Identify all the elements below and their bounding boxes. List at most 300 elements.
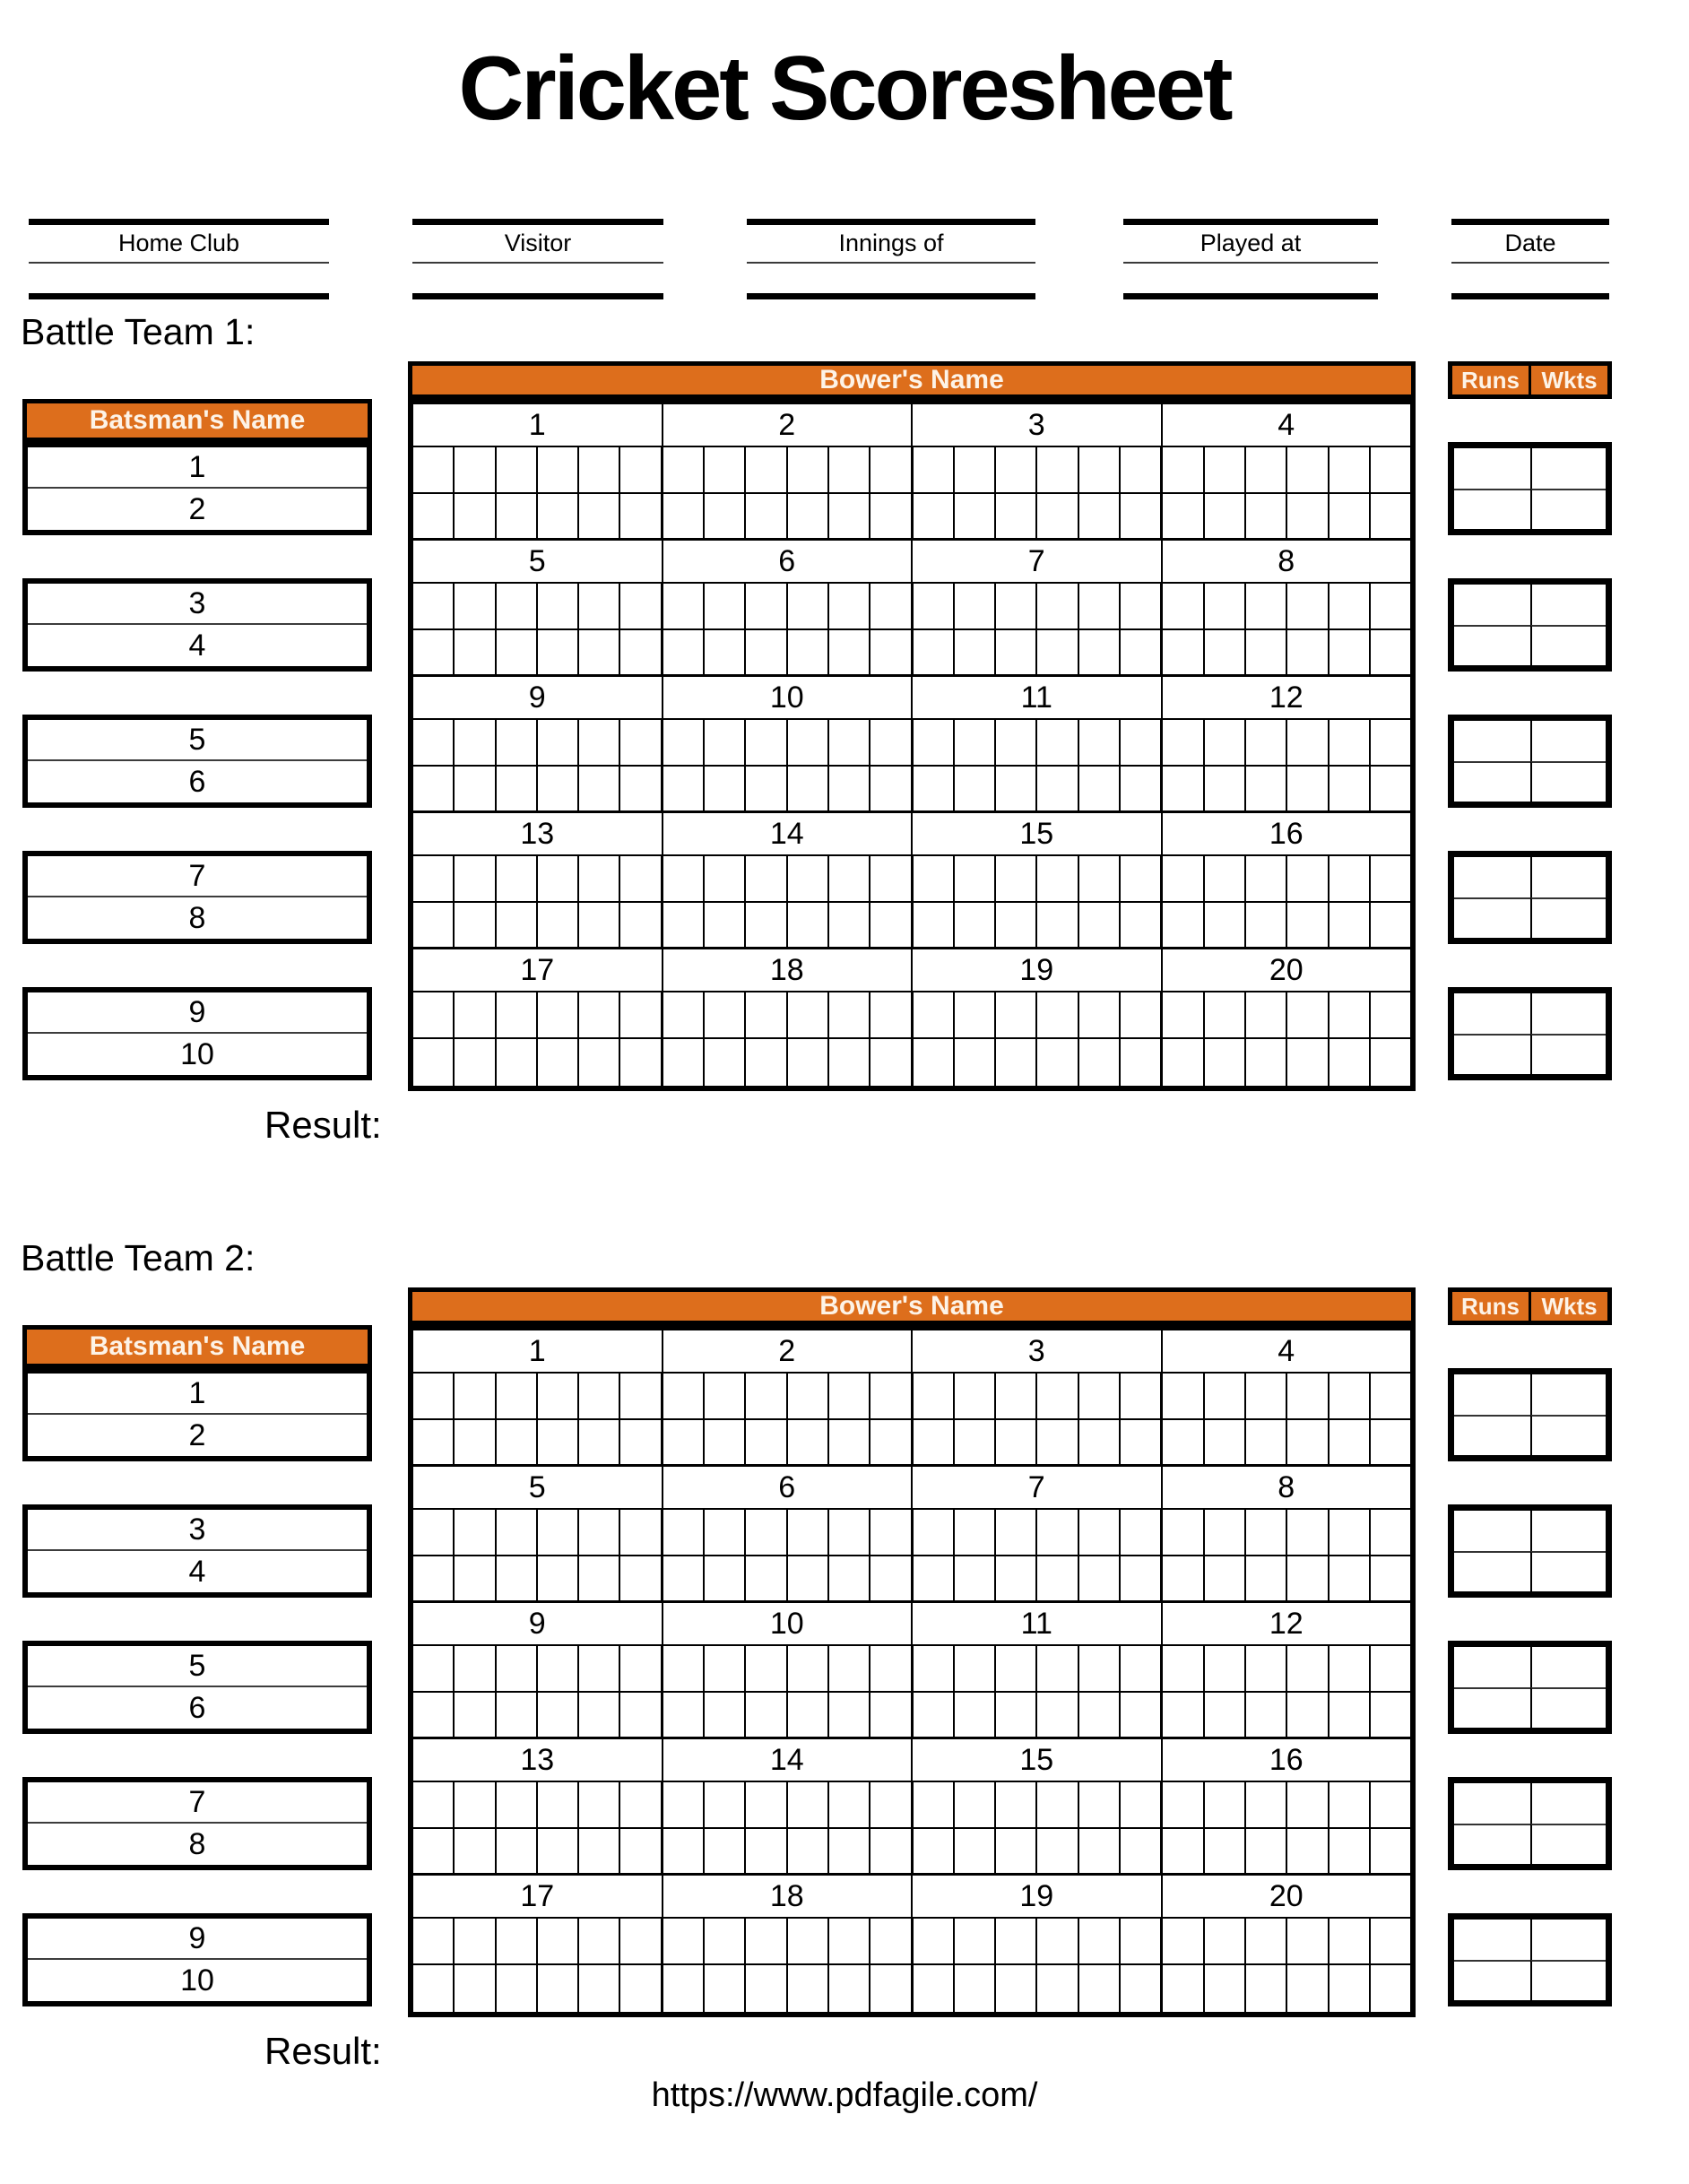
ball-cell[interactable]: [1160, 1919, 1202, 1963]
ball-cell[interactable]: [453, 720, 494, 765]
ball-cell[interactable]: [953, 767, 994, 810]
played-at-input-area[interactable]: [1123, 264, 1378, 293]
ball-cell[interactable]: [577, 447, 619, 492]
ball-cell[interactable]: [661, 494, 703, 538]
ball-cell[interactable]: [577, 1556, 619, 1600]
ball-cell[interactable]: [1203, 1374, 1244, 1418]
ball-cell[interactable]: [1119, 903, 1160, 947]
ball-cell[interactable]: [1286, 720, 1327, 765]
ball-cell[interactable]: [495, 630, 536, 674]
ball-cell[interactable]: [911, 1039, 953, 1086]
wkts-cell[interactable]: [1530, 1687, 1607, 1728]
ball-cell[interactable]: [786, 1646, 827, 1691]
ball-cell[interactable]: [495, 494, 536, 538]
ball-cell[interactable]: [869, 1919, 910, 1963]
ball-cell[interactable]: [1119, 1919, 1160, 1963]
ball-cell[interactable]: [1328, 1919, 1369, 1963]
ball-cell[interactable]: [577, 1374, 619, 1418]
ball-cell[interactable]: [1369, 1039, 1410, 1086]
ball-cell[interactable]: [786, 1374, 827, 1418]
ball-cell[interactable]: [1203, 1965, 1244, 2012]
ball-cell[interactable]: [1369, 630, 1410, 674]
ball-cell[interactable]: [1286, 903, 1327, 947]
ball-cell[interactable]: [911, 494, 953, 538]
ball-cell[interactable]: [827, 1510, 869, 1555]
ball-cell[interactable]: [703, 1693, 744, 1737]
ball-cell[interactable]: [413, 447, 453, 492]
ball-cell[interactable]: [1160, 447, 1202, 492]
ball-cell[interactable]: [744, 1039, 785, 1086]
ball-cell[interactable]: [953, 1420, 994, 1464]
ball-cell[interactable]: [1078, 584, 1119, 628]
ball-cell[interactable]: [1035, 494, 1077, 538]
ball-cell[interactable]: [786, 1919, 827, 1963]
ball-cell[interactable]: [1035, 1693, 1077, 1737]
runs-cell[interactable]: [1454, 1687, 1530, 1728]
ball-cell[interactable]: [1203, 1556, 1244, 1600]
ball-cell[interactable]: [661, 1919, 703, 1963]
ball-cell[interactable]: [1328, 1556, 1369, 1600]
ball-cell[interactable]: [703, 1965, 744, 2012]
ball-cell[interactable]: [577, 584, 619, 628]
ball-cell[interactable]: [869, 1420, 910, 1464]
ball-cell[interactable]: [827, 1646, 869, 1691]
ball-cell[interactable]: [1160, 856, 1202, 901]
wkts-cell[interactable]: [1530, 1783, 1607, 1824]
ball-cell[interactable]: [827, 1374, 869, 1418]
ball-cell[interactable]: [869, 720, 910, 765]
ball-cell[interactable]: [1035, 1965, 1077, 2012]
ball-cell[interactable]: [953, 1965, 994, 2012]
visitor-input-area[interactable]: [412, 264, 663, 293]
ball-cell[interactable]: [786, 1782, 827, 1827]
runs-cell[interactable]: [1454, 1034, 1530, 1074]
ball-cell[interactable]: [1160, 494, 1202, 538]
ball-cell[interactable]: [661, 1965, 703, 2012]
ball-cell[interactable]: [953, 1039, 994, 1086]
ball-cell[interactable]: [786, 767, 827, 810]
runs-cell[interactable]: [1454, 585, 1530, 625]
ball-cell[interactable]: [827, 720, 869, 765]
ball-cell[interactable]: [1160, 1646, 1202, 1691]
ball-cell[interactable]: [703, 1374, 744, 1418]
ball-cell[interactable]: [744, 903, 785, 947]
runs-cell[interactable]: [1454, 1415, 1530, 1455]
ball-cell[interactable]: [911, 1965, 953, 2012]
ball-cell[interactable]: [1286, 1420, 1327, 1464]
ball-cell[interactable]: [1369, 1556, 1410, 1600]
ball-cell[interactable]: [827, 992, 869, 1037]
ball-cell[interactable]: [994, 1965, 1035, 2012]
ball-cell[interactable]: [1119, 856, 1160, 901]
ball-cell[interactable]: [744, 1420, 785, 1464]
ball-cell[interactable]: [1119, 630, 1160, 674]
ball-cell[interactable]: [703, 1782, 744, 1827]
ball-cell[interactable]: [1160, 720, 1202, 765]
ball-cell[interactable]: [703, 1556, 744, 1600]
runs-cell[interactable]: [1454, 857, 1530, 897]
batsman-name-row[interactable]: 3: [28, 1510, 367, 1551]
ball-cell[interactable]: [744, 1829, 785, 1873]
ball-cell[interactable]: [1035, 992, 1077, 1037]
ball-cell[interactable]: [661, 1782, 703, 1827]
ball-cell[interactable]: [413, 1965, 453, 2012]
ball-cell[interactable]: [536, 1374, 577, 1418]
ball-cell[interactable]: [1203, 903, 1244, 947]
runs-cell[interactable]: [1454, 1374, 1530, 1415]
runs-cell[interactable]: [1454, 1511, 1530, 1551]
ball-cell[interactable]: [619, 856, 660, 901]
ball-cell[interactable]: [1286, 1829, 1327, 1873]
ball-cell[interactable]: [744, 584, 785, 628]
ball-cell[interactable]: [495, 1646, 536, 1691]
ball-cell[interactable]: [786, 720, 827, 765]
ball-cell[interactable]: [827, 1693, 869, 1737]
ball-cell[interactable]: [619, 1039, 660, 1086]
ball-cell[interactable]: [536, 992, 577, 1037]
ball-cell[interactable]: [495, 1510, 536, 1555]
ball-cell[interactable]: [953, 903, 994, 947]
batsman-name-row[interactable]: 10: [180, 1963, 214, 1998]
ball-cell[interactable]: [453, 630, 494, 674]
ball-cell[interactable]: [744, 494, 785, 538]
ball-cell[interactable]: [1203, 1919, 1244, 1963]
ball-cell[interactable]: [413, 720, 453, 765]
ball-cell[interactable]: [1160, 903, 1202, 947]
ball-cell[interactable]: [413, 903, 453, 947]
ball-cell[interactable]: [744, 1919, 785, 1963]
ball-cell[interactable]: [661, 630, 703, 674]
ball-cell[interactable]: [994, 1556, 1035, 1600]
ball-cell[interactable]: [953, 1374, 994, 1418]
ball-cell[interactable]: [1244, 447, 1286, 492]
ball-cell[interactable]: [495, 1039, 536, 1086]
ball-cell[interactable]: [911, 1556, 953, 1600]
ball-cell[interactable]: [744, 447, 785, 492]
ball-cell[interactable]: [911, 1829, 953, 1873]
ball-cell[interactable]: [536, 767, 577, 810]
ball-cell[interactable]: [994, 856, 1035, 901]
ball-cell[interactable]: [827, 1965, 869, 2012]
runs-cell[interactable]: [1454, 897, 1530, 938]
ball-cell[interactable]: [661, 1556, 703, 1600]
ball-cell[interactable]: [786, 630, 827, 674]
ball-cell[interactable]: [1328, 992, 1369, 1037]
ball-cell[interactable]: [994, 992, 1035, 1037]
wkts-cell[interactable]: [1530, 1960, 1607, 2000]
ball-cell[interactable]: [1286, 447, 1327, 492]
ball-cell[interactable]: [1119, 1693, 1160, 1737]
ball-cell[interactable]: [1119, 992, 1160, 1037]
ball-cell[interactable]: [1328, 1374, 1369, 1418]
ball-cell[interactable]: [1160, 992, 1202, 1037]
ball-cell[interactable]: [619, 1420, 660, 1464]
ball-cell[interactable]: [1160, 1510, 1202, 1555]
ball-cell[interactable]: [1369, 1374, 1410, 1418]
ball-cell[interactable]: [1369, 1510, 1410, 1555]
ball-cell[interactable]: [453, 1556, 494, 1600]
ball-cell[interactable]: [619, 1829, 660, 1873]
ball-cell[interactable]: [827, 630, 869, 674]
ball-cell[interactable]: [869, 584, 910, 628]
ball-cell[interactable]: [1078, 1965, 1119, 2012]
ball-cell[interactable]: [453, 584, 494, 628]
ball-cell[interactable]: [869, 1782, 910, 1827]
date-input-area[interactable]: [1451, 264, 1609, 293]
ball-cell[interactable]: [577, 1039, 619, 1086]
ball-cell[interactable]: [1328, 903, 1369, 947]
ball-cell[interactable]: [1078, 630, 1119, 674]
ball-cell[interactable]: [703, 767, 744, 810]
ball-cell[interactable]: [1286, 494, 1327, 538]
ball-cell[interactable]: [661, 447, 703, 492]
ball-cell[interactable]: [1160, 630, 1202, 674]
ball-cell[interactable]: [1119, 767, 1160, 810]
ball-cell[interactable]: [1369, 1420, 1410, 1464]
ball-cell[interactable]: [619, 767, 660, 810]
ball-cell[interactable]: [953, 1646, 994, 1691]
ball-cell[interactable]: [1035, 630, 1077, 674]
ball-cell[interactable]: [953, 1829, 994, 1873]
ball-cell[interactable]: [619, 1919, 660, 1963]
ball-cell[interactable]: [786, 903, 827, 947]
ball-cell[interactable]: [827, 1556, 869, 1600]
ball-cell[interactable]: [911, 1420, 953, 1464]
ball-cell[interactable]: [577, 1693, 619, 1737]
ball-cell[interactable]: [1203, 856, 1244, 901]
ball-cell[interactable]: [1328, 584, 1369, 628]
ball-cell[interactable]: [827, 1919, 869, 1963]
ball-cell[interactable]: [827, 903, 869, 947]
ball-cell[interactable]: [1119, 1039, 1160, 1086]
ball-cell[interactable]: [1078, 1039, 1119, 1086]
ball-cell[interactable]: [1244, 1965, 1286, 2012]
ball-cell[interactable]: [453, 1374, 494, 1418]
ball-cell[interactable]: [994, 1646, 1035, 1691]
ball-cell[interactable]: [994, 1510, 1035, 1555]
ball-cell[interactable]: [994, 767, 1035, 810]
ball-cell[interactable]: [661, 1039, 703, 1086]
ball-cell[interactable]: [495, 856, 536, 901]
wkts-cell[interactable]: [1530, 625, 1607, 665]
ball-cell[interactable]: [703, 1919, 744, 1963]
ball-cell[interactable]: [911, 1693, 953, 1737]
ball-cell[interactable]: [1078, 1374, 1119, 1418]
ball-cell[interactable]: [1244, 1556, 1286, 1600]
wkts-cell[interactable]: [1530, 1415, 1607, 1455]
ball-cell[interactable]: [536, 1782, 577, 1827]
ball-cell[interactable]: [1035, 1646, 1077, 1691]
ball-cell[interactable]: [1035, 584, 1077, 628]
ball-cell[interactable]: [744, 1693, 785, 1737]
ball-cell[interactable]: [994, 630, 1035, 674]
ball-cell[interactable]: [994, 1420, 1035, 1464]
ball-cell[interactable]: [994, 720, 1035, 765]
ball-cell[interactable]: [827, 1420, 869, 1464]
ball-cell[interactable]: [869, 1556, 910, 1600]
batsman-name-row[interactable]: 3: [28, 584, 367, 625]
ball-cell[interactable]: [453, 903, 494, 947]
runs-cell[interactable]: [1454, 1824, 1530, 1864]
ball-cell[interactable]: [1078, 1782, 1119, 1827]
ball-cell[interactable]: [827, 584, 869, 628]
wkts-cell[interactable]: [1530, 1374, 1607, 1415]
ball-cell[interactable]: [953, 1919, 994, 1963]
ball-cell[interactable]: [453, 992, 494, 1037]
ball-cell[interactable]: [619, 1374, 660, 1418]
ball-cell[interactable]: [1078, 903, 1119, 947]
ball-cell[interactable]: [536, 447, 577, 492]
ball-cell[interactable]: [1286, 1782, 1327, 1827]
ball-cell[interactable]: [1328, 1420, 1369, 1464]
ball-cell[interactable]: [744, 856, 785, 901]
wkts-cell[interactable]: [1530, 993, 1607, 1034]
ball-cell[interactable]: [1369, 767, 1410, 810]
ball-cell[interactable]: [1244, 584, 1286, 628]
ball-cell[interactable]: [1369, 1965, 1410, 2012]
ball-cell[interactable]: [1244, 992, 1286, 1037]
ball-cell[interactable]: [744, 1782, 785, 1827]
ball-cell[interactable]: [786, 584, 827, 628]
ball-cell[interactable]: [869, 1965, 910, 2012]
ball-cell[interactable]: [536, 584, 577, 628]
ball-cell[interactable]: [619, 630, 660, 674]
ball-cell[interactable]: [1244, 1510, 1286, 1555]
wkts-cell[interactable]: [1530, 448, 1607, 489]
ball-cell[interactable]: [869, 447, 910, 492]
ball-cell[interactable]: [1119, 1374, 1160, 1418]
ball-cell[interactable]: [1328, 447, 1369, 492]
ball-cell[interactable]: [619, 992, 660, 1037]
ball-cell[interactable]: [1160, 1039, 1202, 1086]
ball-cell[interactable]: [1286, 1039, 1327, 1086]
runs-cell[interactable]: [1454, 1920, 1530, 1960]
ball-cell[interactable]: [786, 494, 827, 538]
ball-cell[interactable]: [1160, 1374, 1202, 1418]
ball-cell[interactable]: [744, 1374, 785, 1418]
runs-cell[interactable]: [1454, 1647, 1530, 1687]
ball-cell[interactable]: [577, 1829, 619, 1873]
ball-cell[interactable]: [1035, 767, 1077, 810]
ball-cell[interactable]: [1203, 767, 1244, 810]
ball-cell[interactable]: [413, 1782, 453, 1827]
ball-cell[interactable]: [413, 494, 453, 538]
ball-cell[interactable]: [994, 1829, 1035, 1873]
ball-cell[interactable]: [1160, 1693, 1202, 1737]
ball-cell[interactable]: [1369, 992, 1410, 1037]
ball-cell[interactable]: [1328, 1039, 1369, 1086]
batsman-name-row[interactable]: 4: [188, 628, 206, 663]
ball-cell[interactable]: [1078, 856, 1119, 901]
ball-cell[interactable]: [661, 720, 703, 765]
ball-cell[interactable]: [1160, 1556, 1202, 1600]
runs-cell[interactable]: [1454, 1551, 1530, 1591]
ball-cell[interactable]: [1369, 1782, 1410, 1827]
ball-cell[interactable]: [786, 1965, 827, 2012]
ball-cell[interactable]: [869, 494, 910, 538]
wkts-cell[interactable]: [1530, 489, 1607, 529]
ball-cell[interactable]: [577, 992, 619, 1037]
ball-cell[interactable]: [1286, 1693, 1327, 1737]
ball-cell[interactable]: [1035, 1420, 1077, 1464]
runs-cell[interactable]: [1454, 1783, 1530, 1824]
ball-cell[interactable]: [413, 1693, 453, 1737]
ball-cell[interactable]: [869, 992, 910, 1037]
ball-cell[interactable]: [619, 447, 660, 492]
ball-cell[interactable]: [1160, 1782, 1202, 1827]
ball-cell[interactable]: [1286, 1374, 1327, 1418]
ball-cell[interactable]: [619, 1782, 660, 1827]
ball-cell[interactable]: [1035, 720, 1077, 765]
batsman-name-row[interactable]: 9: [28, 992, 367, 1034]
ball-cell[interactable]: [413, 1646, 453, 1691]
ball-cell[interactable]: [744, 1965, 785, 2012]
ball-cell[interactable]: [1078, 720, 1119, 765]
ball-cell[interactable]: [703, 1829, 744, 1873]
batsman-name-row[interactable]: 6: [188, 1690, 206, 1725]
ball-cell[interactable]: [536, 856, 577, 901]
ball-cell[interactable]: [1369, 1693, 1410, 1737]
ball-cell[interactable]: [1244, 856, 1286, 901]
ball-cell[interactable]: [1328, 630, 1369, 674]
ball-cell[interactable]: [953, 447, 994, 492]
ball-cell[interactable]: [1203, 1039, 1244, 1086]
ball-cell[interactable]: [1119, 1510, 1160, 1555]
ball-cell[interactable]: [786, 856, 827, 901]
ball-cell[interactable]: [1035, 1829, 1077, 1873]
ball-cell[interactable]: [1328, 1510, 1369, 1555]
ball-cell[interactable]: [703, 1039, 744, 1086]
ball-cell[interactable]: [1203, 1782, 1244, 1827]
ball-cell[interactable]: [661, 1420, 703, 1464]
wkts-cell[interactable]: [1530, 585, 1607, 625]
ball-cell[interactable]: [1119, 447, 1160, 492]
ball-cell[interactable]: [1369, 720, 1410, 765]
ball-cell[interactable]: [1035, 1782, 1077, 1827]
ball-cell[interactable]: [953, 1556, 994, 1600]
ball-cell[interactable]: [619, 1510, 660, 1555]
ball-cell[interactable]: [1078, 1829, 1119, 1873]
ball-cell[interactable]: [869, 630, 910, 674]
ball-cell[interactable]: [495, 1965, 536, 2012]
ball-cell[interactable]: [495, 1693, 536, 1737]
ball-cell[interactable]: [577, 1510, 619, 1555]
runs-cell[interactable]: [1454, 721, 1530, 761]
ball-cell[interactable]: [703, 1510, 744, 1555]
ball-cell[interactable]: [1328, 1829, 1369, 1873]
ball-cell[interactable]: [453, 494, 494, 538]
ball-cell[interactable]: [495, 1829, 536, 1873]
ball-cell[interactable]: [453, 1039, 494, 1086]
ball-cell[interactable]: [911, 720, 953, 765]
wkts-cell[interactable]: [1530, 1511, 1607, 1551]
ball-cell[interactable]: [1160, 1965, 1202, 2012]
ball-cell[interactable]: [1328, 1646, 1369, 1691]
ball-cell[interactable]: [911, 1646, 953, 1691]
ball-cell[interactable]: [911, 1782, 953, 1827]
ball-cell[interactable]: [619, 1556, 660, 1600]
ball-cell[interactable]: [1244, 1919, 1286, 1963]
ball-cell[interactable]: [869, 903, 910, 947]
ball-cell[interactable]: [786, 1829, 827, 1873]
ball-cell[interactable]: [1035, 1919, 1077, 1963]
ball-cell[interactable]: [453, 1965, 494, 2012]
batsman-name-row[interactable]: 7: [28, 856, 367, 897]
ball-cell[interactable]: [453, 1782, 494, 1827]
ball-cell[interactable]: [413, 856, 453, 901]
ball-cell[interactable]: [495, 720, 536, 765]
ball-cell[interactable]: [495, 1556, 536, 1600]
